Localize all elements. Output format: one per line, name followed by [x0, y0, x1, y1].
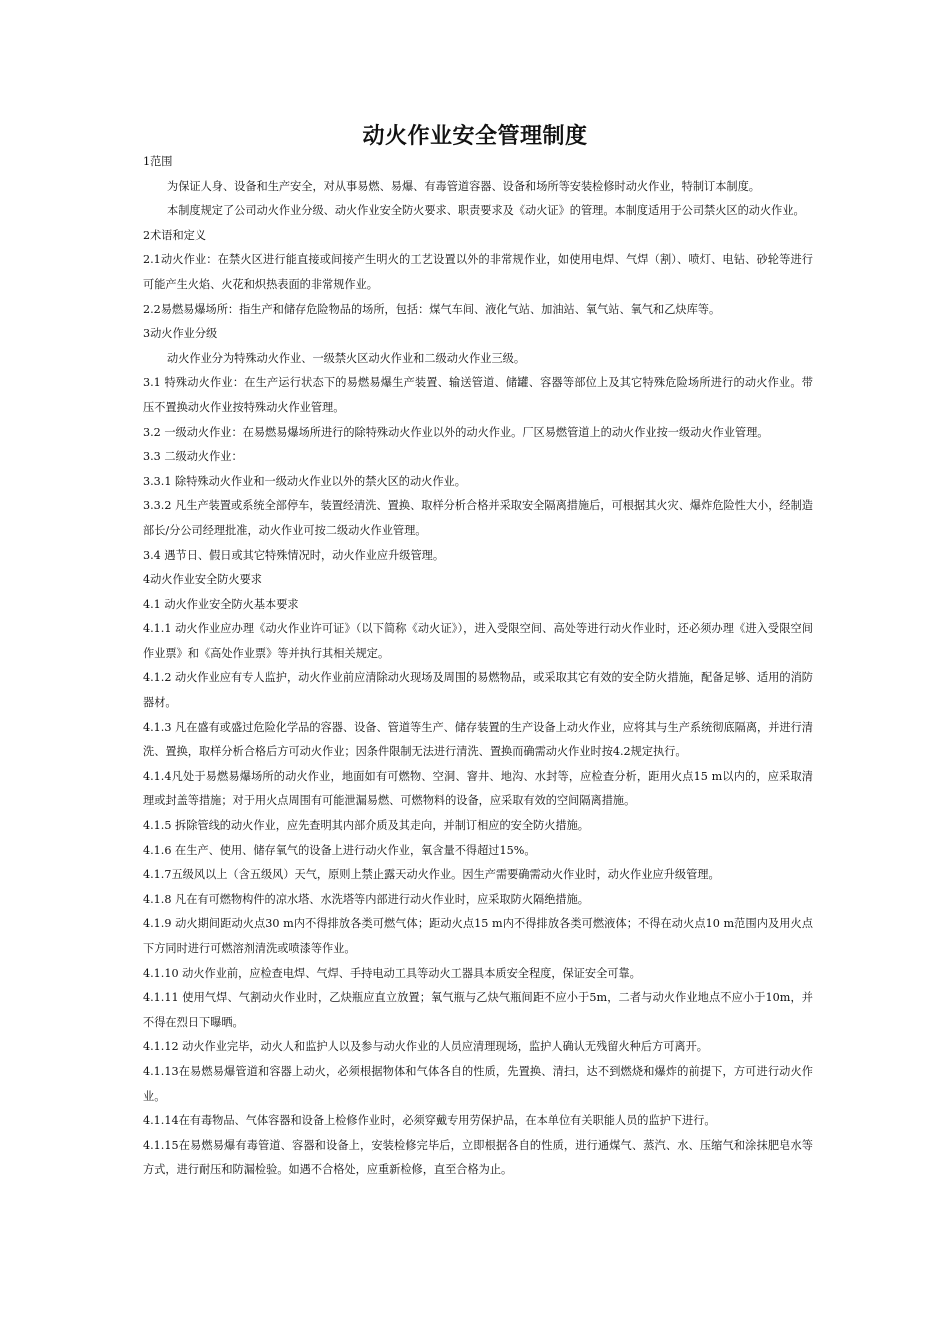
paragraph: 4动火作业安全防火要求 — [143, 573, 262, 587]
document-title: 动火作业安全管理制度 — [362, 124, 588, 149]
paragraph: 4.1.1 动火作业应办理《动火作业许可证》（以下简称《动火证》），进入受限空间、高处等进行动火作业时，还必须办理《进入受限空间作业票》和《高处作业票》等并执行其相关规定。 — [143, 622, 813, 660]
paragraph: 2.2易燃易爆场所：指生产和储存危险物品的场所，包括：煤气车间、液化气站、加油站、氧气站、氧气和乙炔库等。 — [143, 302, 721, 316]
paragraph: 4.1.15在易燃易爆有毒管道、容器和设备上，安装检修完毕后，立即根据各自的性质，进行通煤气、蒸汽、水、压缩气和涂抹肥皂水等方式，进行耐压和防漏检验。如遇不合格处，应重新检修，直至合格为止。 — [143, 1138, 813, 1177]
paragraph: 4.1.11 使用气焊、气割动火作业时，乙炔瓶应直立放置；氧气瓶与乙炔气瓶间距不应小于5m，二者与动火作业地点不应小于10m，并不得在烈日下曝晒。 — [143, 991, 813, 1029]
paragraph: 本制度规定了公司动火作业分级、动火作业安全防火要求、职责要求及《动火证》的管理。本制度适用于公司禁火区的动火作业。 — [167, 204, 805, 218]
paragraph: 4.1.14在有毒物品、气体容器和设备上检修作业时，必须穿戴专用劳保护品，在本单位有关职能人员的监护下进行。 — [143, 1114, 716, 1128]
paragraph: 4.1.7五级风以上（含五级风）天气，原则上禁止露天动火作业。因生产需要确需动火作业时，动火作业应升级管理。 — [143, 868, 720, 882]
paragraph: 4.1.6 在生产、使用、储存氧气的设备上进行动火作业，氧含量不得超过15%。 — [143, 843, 536, 857]
paragraph: 4.1.10 动火作业前，应检查电焊、气焊、手持电动工具等动火工器具本质安全程度，保证安全可靠。 — [143, 966, 641, 980]
paragraph: 3.2 一级动火作业：在易燃易爆场所进行的除特殊动火作业以外的动火作业。厂区易燃管道上的动火作业按一级动火作业管理。 — [143, 425, 769, 439]
paragraph: 4.1.5 拆除管线的动火作业，应先查明其内部介质及其走向，并制订相应的安全防火措施。 — [143, 819, 589, 833]
paragraph: 1范围 — [143, 155, 173, 168]
paragraph: 4.1.3 凡在盛有或盛过危险化学品的容器、设备、管道等生产、储存装置的生产设备上动火作业，应将其与生产系统彻底隔离，并进行清洗、置换，取样分析合格后方可动火作业；因条件限制无法进行清洗、置换而确需动火作业时按4.2规定执行。 — [143, 720, 813, 759]
document-body — [143, 150, 813, 1183]
paragraph: 动火作业分为特殊动火作业、一级禁火区动火作业和二级动火作业三级。 — [167, 351, 526, 365]
paragraph: 4.1.4凡处于易燃易爆场所的动火作业，地面如有可燃物、空洞、窨井、地沟、水封等，应检查分析，距用火点15 m以内的，应采取清理或封盖等措施；对于用火点周围有可能泄漏易燃、可燃物料的设备，应采取有效的空间隔离措施。 — [143, 769, 813, 808]
paragraph: 4.1.2 动火作业应有专人监护，动火作业前应清除动火现场及周围的易燃物品，或采取其它有效的安全防火措施，配备足够、适用的消防器材。 — [143, 671, 813, 710]
paragraph: 为保证人身、设备和生产安全，对从事易燃、易爆、有毒管道容器、设备和场所等安装检修时动火作业，特制订本制度。 — [167, 179, 760, 193]
paragraph: 3.3.1 除特殊动火作业和一级动火作业以外的禁火区的动火作业。 — [143, 474, 466, 488]
paragraph: 2术语和定义 — [143, 228, 207, 242]
paragraph: 4.1.13在易燃易爆管道和容器上动火，必须根据物体和气体各自的性质，先置换、清扫，达不到燃烧和爆炸的前提下，方可进行动火作业。 — [143, 1064, 813, 1103]
paragraph: 4.1.9 动火期间距动火点30 m内不得排放各类可燃气体；距动火点15 m内不得排放各类可燃液体；不得在动火点10 m范围内及用火点下方同时进行可燃溶剂清洗或喷漆等作业。 — [143, 917, 813, 955]
paragraph: 3.4 遇节日、假日或其它特殊情况时，动火作业应升级管理。 — [143, 548, 445, 562]
paragraph: 4.1.12 动火作业完毕，动火人和监护人以及参与动火作业的人员应清理现场，监护人确认无残留火种后方可离开。 — [143, 1040, 708, 1054]
paragraph: 3.3.2 凡生产装置或系统全部停车，装置经清洗、置换、取样分析合格并采取安全隔离措施后，可根据其火灾、爆炸危险性大小，经制造部长/分公司经理批准，动火作业可按二级动火作业管理。 — [143, 499, 813, 537]
paragraph: 4.1 动火作业安全防火基本要求 — [143, 597, 299, 611]
paragraph: 3.3 二级动火作业： — [143, 450, 243, 464]
paragraph: 4.1.8 凡在有可燃物构件的凉水塔、水洗塔等内部进行动火作业时，应采取防火隔绝措施。 — [143, 892, 589, 906]
paragraph: 2.1动火作业：在禁火区进行能直接或间接产生明火的工艺设置以外的非常规作业，如使用电焊、气焊（割）、喷灯、电钻、砂轮等进行可能产生火焰、火花和炽热表面的非常规作业。 — [143, 253, 813, 291]
paragraph: 3.1 特殊动火作业：在生产运行状态下的易燃易爆生产装置、输送管道、储罐、容器等部位上及其它特殊危险场所进行的动火作业。带压不置换动火作业按特殊动火作业管理。 — [143, 376, 813, 414]
paragraph: 3动火作业分级 — [143, 327, 218, 341]
